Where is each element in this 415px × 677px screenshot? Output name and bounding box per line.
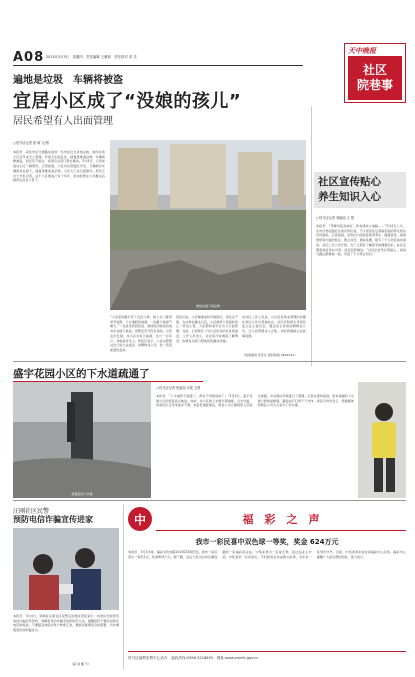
police-kicker: 汪刚社区民警 (13, 508, 50, 515)
lottery-rule (123, 504, 124, 669)
lead-headline: 宜居小区成了“没娘的孩儿” (13, 91, 242, 112)
lead-kicker: 遍地是垃圾 车辆将被盗 (13, 75, 123, 86)
lottery-headline: 我市一彩民喜中双色球一等奖，奖金 624万元 (195, 538, 339, 546)
drain-byline: □驻马店记者 张丽丽 本报 文图 (156, 386, 201, 390)
drain-photo-2-illustration (358, 382, 406, 498)
side-body: 本报讯 “早睡早起身体好，饮食清淡少油腻……”3月4日上午，在市区雪松路社区的宣传栏前，不少居民驻足观看张贴的养生知识宣传展板。记者看到，宣传栏内张贴着春季养生、健康饮食、疾病预防等方面的知识，图文并茂，通俗易懂，吸引了不少居民前来阅读。社区工作人员介绍，为了让居民了解更多的健康知识，社区定期更换宣传栏内容。居民张阿姨说：“社区的宣传栏很贴心，我每天路过都要看一看，学到了不少养生知识。” (316, 224, 406, 257)
paper-name-logo: 天中晚报 (348, 47, 376, 55)
drain-divider (13, 361, 406, 362)
police-signature: （高 祠 摄 予） (70, 662, 91, 666)
lead-hotline: （线索提供 张先生 报料热线 2832110） (242, 353, 298, 357)
drain-headline: 盛宇花园小区的下水道疏通了 (13, 368, 150, 380)
lead-photo (110, 140, 306, 310)
lottery-banner-text: 福 彩 之 声 (242, 512, 320, 526)
bottom-divider (13, 500, 406, 501)
drain-photo (13, 382, 151, 498)
lead-body-col2: “小区里的路灯坏了也没人修，晚上出门都得拿手电筒，下水道经常堵塞，一到夏天就臭气熏天。”一位姓李的居民说，前段时间他家的电动车在楼下被盗，报警后至今没有找回。记者走访发现，该小区共有几栋楼，住户一百多户，多数是老年人。居民们表示，大家也曾想过自己成立业委会，选聘物业公司，但一直没能组织起来。 (110, 315, 172, 352)
lead-body-col3: 居民们说，小区刚建成时环境很好，绿化也不错，自从物业撤走以后，小区就像个没娘的孩儿一样没人管，大家都盼着早日有人出面管理。对此，记者联系了该小区所在的社区居委会，工作人员表示，社区将尽快调查了解情况，协调有关部门帮助居民解决问题。 (176, 315, 238, 343)
lead-body-col1: 本报讯 家住市区交通路东段的一名市民近日来电反映，他所在的小区近年来无人管理，环境卫生脏乱差，楼道里堆满杂物，车辆频繁被盗，居民苦不堪言，希望有关部门帮忙解决。3月4日，记者来到该小区了解情况。记者看到，小区内垃圾随处可见，几辆破旧车辆停放在楼下，楼道里堆放着杂物，小区大门也已经损坏。居民王女士告诉记者，这个小区建成已有十多年，原来的物业公司撤走后就再也没有人管了。 (13, 150, 105, 183)
lottery-footer-text: 驻马店福利彩票中心协办 福彩热线:0396-3218855 网址:www.zmdfc.gov.cn (128, 656, 259, 660)
police-photo-illustration (13, 528, 119, 610)
lead-photo-caption: 堆放在楼下的杂物 (195, 304, 220, 308)
police-body: 本报讯 3月4日，驿城区汪刚社区民警走进辖区居民家中，向居民发放防范电信诈骗宣传资料，讲解常见的诈骗手段和防范方法，提醒居民不要轻信陌生电话和短信，不要随意向陌生账户转账汇款，遇到可疑情况及时报警，切实增强居民的防骗意识。 (13, 614, 119, 633)
lottery-footer (128, 651, 406, 665)
police-headline: 预防电信诈骗宣传进家 (13, 515, 93, 524)
lottery-body: 本报讯 3月3日晚，福彩双色球第2015025期开奖，我市一彩民喜中一等奖1注，奖金624万元。据了解，这注大奖出自市区解放路的一家福彩投注站，中奖彩票为一张复式票。投注站业主介绍，中奖者是一名老彩民，平时经常在该站购买彩票，多年来一直坚持守号。目前，中奖者尚未前往省福彩中心兑奖。福彩中心提醒广大彩民理性购彩，量力而行。 (128, 550, 406, 559)
page-number: A08 (13, 50, 45, 65)
drain-photo-2 (358, 382, 406, 498)
date-line: 2015年3月5日 星期四 责任编辑 王雅莉 责任校对 邓 灵 (46, 55, 137, 59)
lottery-banner (156, 507, 406, 531)
drain-photo-illustration (13, 382, 151, 498)
column-badge (348, 56, 402, 100)
lead-byline: □驻马店记者 张 晓 文/图 (13, 141, 49, 145)
side-headline: 社区宣传贴心 养生知识入心 (318, 176, 381, 203)
lead-subhead: 居民希望有人出面管理 (13, 116, 113, 127)
column-title: 社区 院巷事 (356, 63, 393, 92)
side-byline: □驻马店记者 刘丽丽 文 图 (316, 216, 354, 220)
lead-photo-illustration (110, 140, 306, 310)
lottery-logo (128, 507, 152, 531)
side-rule (311, 106, 312, 366)
police-photo (13, 528, 119, 610)
masthead-box (344, 43, 406, 103)
drain-photo-caption: 疏通后的下水道 (71, 492, 93, 496)
lottery-logo-char: 中 (133, 512, 146, 527)
drain-body: 本报讯 “下水道终于疏通了，再也不用闻臭味了！”3月4日，盛宇花园小区的居民高兴地说。此前，该小区的下水道长期堵塞，污水外溢，给居民出行带来诸多不便。本报报道此事后，物业公司立即组织人员进行疏通，并对周边环境进行了清理。记者在现场看到，原本堵塞的下水道已经恢复畅通，路面也打扫得干干净净。居民们纷纷表示，感谢媒体和物业公司为大家办了件实事。 (156, 394, 354, 408)
masthead-rule (13, 65, 303, 66)
lead-body-col4: 该社区工作人员说，小区没有物业管理的问题在老旧小区中普遍存在，社区会积极引导居民成立业主委员会，通过民主协商选聘物业公司，让小区管理步入正轨。本报将继续关注此事进展。 (242, 315, 306, 338)
